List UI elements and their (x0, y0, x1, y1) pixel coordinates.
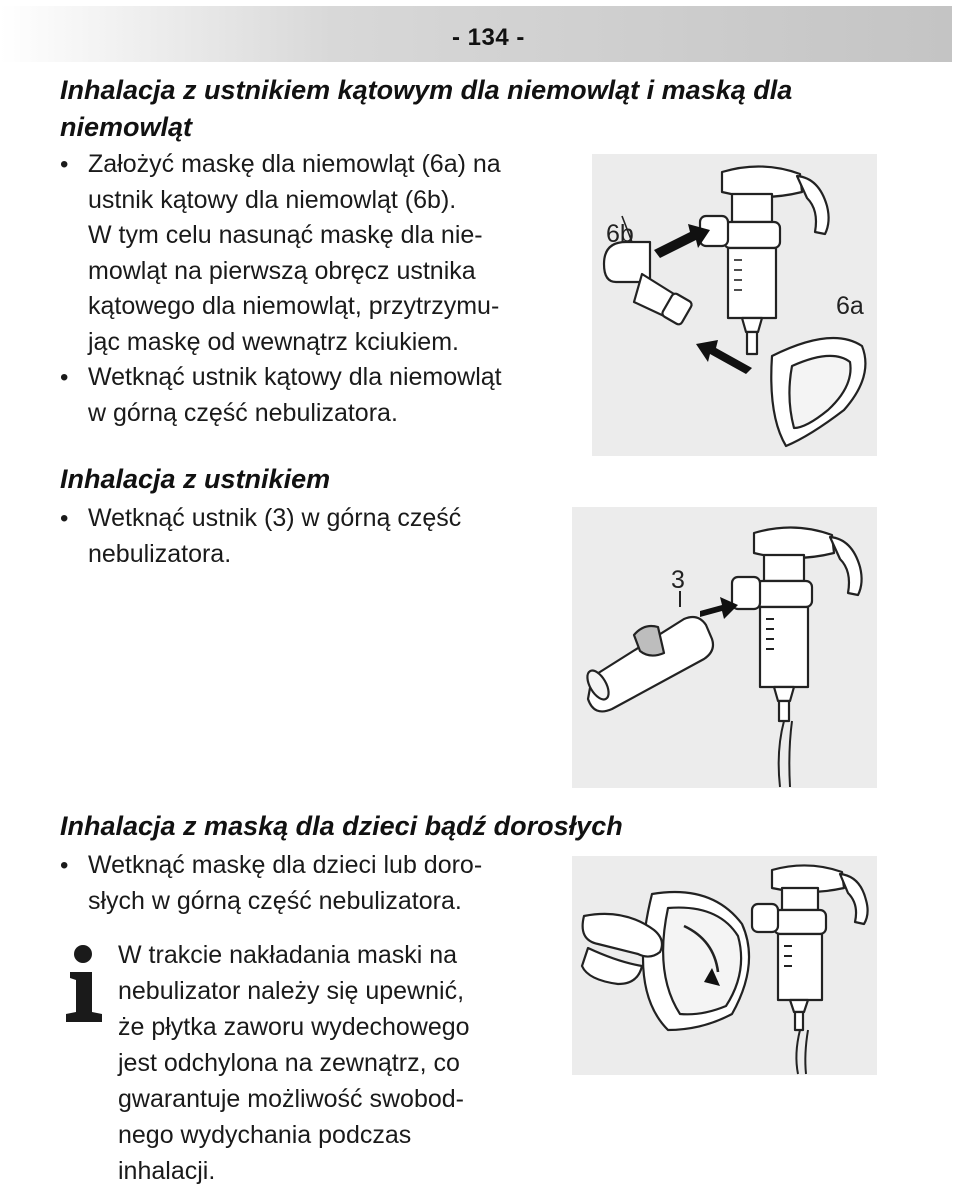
list-item (60, 501, 461, 572)
list-item-line: • Wetknąć ustnik (3) w górną część (88, 504, 462, 532)
list-item (60, 147, 502, 360)
page-number: - 134 - (452, 24, 525, 51)
list-item-line: • Wetknąć maskę dla dzieci lub doro- (88, 851, 483, 879)
callout-3: 3 (671, 566, 685, 594)
info-icon (62, 944, 106, 1024)
heading-line: niemowląt (60, 112, 193, 142)
nebulizer-mouthpiece-illustration (572, 507, 877, 788)
info-note-line: nebulizator należy się upewnić, (118, 977, 465, 1005)
nebulizer-adult-mask-illustration (572, 856, 877, 1075)
callout-6a: 6a (836, 292, 864, 320)
info-note-line: inhalacji. (118, 1157, 216, 1185)
list-item-line: kątowego dla niemowląt, przytrzymu- (88, 292, 500, 320)
info-note (118, 937, 470, 1189)
info-note-line: jest odchylona na zewnątrz, co (118, 1049, 460, 1077)
nebulizer-infant-illustration (592, 154, 877, 456)
section-heading-mouthpiece: Inhalacja z ustnikiem (60, 464, 331, 494)
list-item-line: W tym celu nasunąć maskę dla nie- (88, 221, 483, 249)
list-item (60, 360, 502, 431)
info-note-line: nego wydychania podczas (118, 1121, 412, 1149)
list-item-line: • Wetknąć ustnik kątowy dla niemowląt (88, 363, 502, 391)
info-note-line: W trakcie nakładania maski na (118, 941, 458, 969)
instruction-list-1 (60, 147, 502, 431)
list-item-line: słych w górną część nebulizatora. (88, 886, 462, 915)
figure-infant-mask-nebulizer (592, 154, 877, 456)
list-item-line: mowląt na pierwszą obręcz ustnika (88, 256, 476, 285)
section-heading-infant-angled-mouthpiece (60, 72, 792, 146)
list-item-line: • Założyć maskę dla niemowląt (6a) na (88, 150, 501, 178)
instruction-list-3 (60, 848, 482, 919)
info-note-line: że płytka zaworu wydechowego (118, 1013, 470, 1041)
list-item-line: nebulizatora. (88, 539, 232, 568)
section-heading-child-adult-mask: Inhalacja z maską dla dzieci bądź dorosłych (60, 811, 623, 841)
info-note-line: gwarantuje możliwość swobod- (118, 1085, 464, 1113)
figure-mouthpiece-nebulizer (572, 507, 877, 788)
list-item-line: w górną część nebulizatora. (88, 398, 398, 427)
list-item-line: jąc maskę od wewnątrz kciukiem. (88, 327, 459, 356)
heading-line: Inhalacja z ustnikiem kątowym dla niemowląt i maską dla (60, 75, 793, 105)
list-item (60, 848, 482, 919)
callout-6b: 6b (606, 220, 634, 248)
list-item-line: ustnik kątowy dla niemowląt (6b). (88, 185, 457, 214)
figure-adult-mask-nebulizer (572, 856, 877, 1075)
instruction-list-2 (60, 501, 461, 572)
